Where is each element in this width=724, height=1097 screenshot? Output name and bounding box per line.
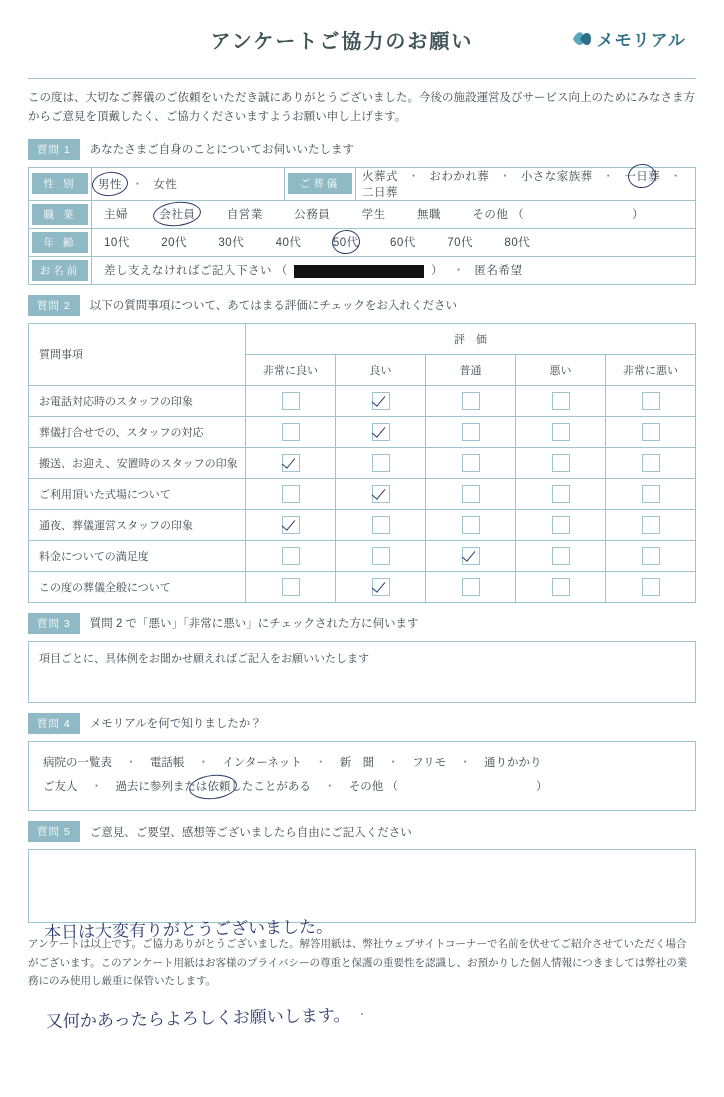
eval-cell[interactable] — [246, 571, 336, 602]
gender-option-female[interactable]: 女性 — [153, 178, 178, 191]
funeral-label-cell — [285, 167, 356, 200]
option-separator: ・ — [125, 756, 137, 769]
option-separator — [134, 237, 158, 249]
question-4-heading — [28, 713, 696, 734]
checkbox[interactable] — [642, 516, 660, 534]
eval-cell[interactable] — [426, 478, 516, 509]
brand-name: メモリアル — [596, 31, 686, 50]
option-separator — [334, 209, 358, 221]
q4-option-furimo[interactable]: フリモ — [412, 756, 447, 769]
name-label: お名前 — [32, 260, 88, 281]
checkbox[interactable] — [552, 578, 570, 596]
checkbox[interactable] — [552, 454, 570, 472]
eval-cell[interactable] — [516, 385, 606, 416]
option-separator: ・ — [197, 756, 210, 769]
q4-option-past-use[interactable]: 過去に参列または依頼したことがある — [115, 775, 311, 799]
option-separator — [267, 209, 291, 221]
gender-options[interactable] — [92, 167, 285, 200]
question-1-text: あなたさまご自身のことについてお伺いいたします — [89, 144, 355, 157]
name-field-suffix: ） — [431, 265, 444, 278]
question-2-heading — [28, 295, 696, 316]
option-separator: ・ — [499, 170, 512, 183]
eval-cell[interactable] — [246, 509, 336, 540]
checkbox-checked[interactable] — [372, 392, 390, 410]
eval-cell[interactable] — [246, 416, 336, 447]
table-row — [29, 540, 696, 571]
table-row — [29, 447, 696, 478]
question-5-text: ご意見、ご要望、感想等ございましたら自由にご記入ください — [89, 826, 412, 839]
job-option-koumuin[interactable]: 公務員 — [294, 209, 331, 222]
option-separator — [191, 237, 215, 249]
checkbox[interactable] — [642, 454, 660, 472]
eval-cell[interactable] — [606, 416, 696, 447]
job-option-shufu[interactable]: 主婦 — [104, 209, 128, 222]
option-separator: ・ — [452, 265, 465, 278]
question-1-badge: 質問 1 — [28, 139, 80, 160]
column-header-good: 良い — [336, 354, 426, 385]
table-row — [29, 509, 696, 540]
column-header-bad: 悪い — [516, 354, 606, 385]
handwritten-line-2: 又何かあったらよろしくお願いします。 — [45, 1005, 351, 1033]
column-header-evaluation: 評 価 — [246, 323, 696, 354]
option-separator — [132, 209, 156, 221]
q4-option-phonebook[interactable]: 電話帳 — [149, 756, 185, 769]
funeral-options[interactable] — [356, 167, 696, 200]
question-4-badge: 質問 4 — [28, 713, 80, 734]
checkbox[interactable] — [282, 578, 300, 596]
eval-cell[interactable] — [246, 385, 336, 416]
job-option-mushoku[interactable]: 無職 — [417, 209, 442, 222]
eval-cell[interactable] — [246, 540, 336, 571]
checkbox[interactable] — [372, 454, 390, 472]
eval-cell[interactable] — [426, 509, 516, 540]
q4-option-hospital-list[interactable]: 病院の一覧表 — [43, 756, 112, 769]
checkbox[interactable] — [462, 392, 480, 410]
eval-cell[interactable] — [606, 509, 696, 540]
eval-item-label: 葬儀打合せでの、スタッフの対応 — [29, 416, 246, 447]
table-row — [29, 416, 696, 447]
eval-item-label: 料金についての満足度 — [29, 540, 246, 571]
eval-cell[interactable] — [606, 385, 696, 416]
checkbox[interactable] — [552, 485, 570, 503]
checkbox[interactable] — [462, 516, 480, 534]
redacted-name-value — [294, 265, 424, 278]
name-field-prefix: 差し支えなければご記入下さい （ — [104, 265, 288, 278]
option-separator: ・ — [90, 781, 103, 794]
name-field-cell[interactable] — [92, 256, 696, 284]
age-option-10[interactable]: 10代 — [104, 237, 130, 250]
eval-item-label: 通夜、葬儀運営スタッフの印象 — [29, 509, 246, 540]
column-header-item: 質問事項 — [29, 323, 246, 385]
handwritten-line-1: 本日は大変有りがとうございました。 — [43, 916, 334, 943]
q4-option-internet[interactable]: インターネット — [222, 756, 302, 769]
age-label: 年 齢 — [32, 232, 88, 253]
question-4-text: メモリアルを何で知りましたか？ — [89, 718, 262, 731]
table-row — [29, 478, 696, 509]
table-row — [29, 571, 696, 602]
checkbox[interactable] — [462, 485, 480, 503]
brand-logo — [571, 26, 686, 51]
checkbox-checked[interactable] — [372, 485, 390, 503]
checkbox[interactable] — [642, 485, 660, 503]
age-option-50[interactable]: 50代 — [333, 234, 359, 250]
question-3-answer-box[interactable]: 項目ごとに、具体例をお聞かせ願えればご記入をお願いいたします — [28, 641, 696, 703]
question-3-heading — [28, 613, 696, 634]
job-option-kaishain[interactable]: 会社員 — [159, 206, 195, 222]
eval-cell[interactable] — [516, 447, 606, 478]
eval-cell[interactable] — [516, 509, 606, 540]
option-separator: ・ — [669, 170, 682, 183]
option-separator — [362, 237, 386, 249]
q4-option-passing-by[interactable]: 通りかかり — [484, 756, 542, 769]
page-title: アンケートご協力のお願い — [210, 30, 474, 53]
evaluation-table — [28, 323, 696, 603]
eval-cell[interactable] — [426, 416, 516, 447]
eval-cell[interactable] — [336, 447, 426, 478]
funeral-label: ご葬儀 — [288, 173, 352, 194]
eval-cell[interactable] — [336, 385, 426, 416]
funeral-option-kazokusou[interactable]: 小さな家族葬 — [520, 170, 593, 183]
checkbox[interactable] — [552, 516, 570, 534]
option-separator — [445, 209, 469, 221]
occupation-options[interactable] — [92, 200, 696, 228]
option-separator: ・ — [314, 756, 327, 769]
memorial-leaf-icon — [571, 28, 593, 50]
checkbox[interactable] — [372, 547, 390, 565]
checkbox-checked[interactable] — [372, 578, 390, 596]
eval-cell[interactable] — [516, 540, 606, 571]
option-separator: ・ — [407, 170, 420, 183]
age-option-30[interactable]: 30代 — [218, 237, 245, 250]
question-3-badge: 質問 3 — [28, 613, 80, 634]
checkbox[interactable] — [462, 423, 480, 441]
table-row-age — [29, 228, 696, 256]
option-separator: ・ — [131, 178, 144, 191]
option-separator — [420, 237, 444, 249]
checkbox[interactable] — [642, 547, 660, 565]
anonymous-option[interactable]: 匿名希望 — [474, 265, 523, 278]
eval-cell[interactable] — [426, 385, 516, 416]
age-option-60[interactable]: 60代 — [390, 237, 416, 250]
q4-option-line-2 — [43, 775, 681, 799]
column-header-average: 普通 — [426, 354, 516, 385]
eval-cell[interactable] — [336, 509, 426, 540]
eval-cell[interactable] — [426, 447, 516, 478]
funeral-option-owakaresou[interactable]: おわかれ葬 — [429, 170, 490, 183]
option-separator — [389, 209, 413, 221]
job-option-jieigyou[interactable]: 自営業 — [226, 209, 263, 222]
gender-label-cell — [29, 167, 92, 200]
occupation-label-cell — [29, 200, 92, 228]
checkbox-checked[interactable] — [372, 423, 390, 441]
eval-item-label: ご利用頂いた式場について — [29, 478, 246, 509]
eval-cell[interactable] — [336, 478, 426, 509]
checkbox[interactable] — [372, 516, 390, 534]
eval-cell[interactable] — [516, 478, 606, 509]
q4-option-other[interactable]: その他 （ ） — [348, 781, 548, 794]
question-5-heading — [28, 821, 696, 842]
eval-item-label: この度の葬儀全般について — [29, 571, 246, 602]
question-5-badge: 質問 5 — [28, 821, 80, 842]
age-option-70[interactable]: 70代 — [447, 237, 474, 250]
q4-option-line-1 — [43, 751, 681, 775]
gender-label: 性 別 — [32, 173, 88, 194]
age-option-80[interactable]: 80代 — [504, 237, 531, 250]
checkbox[interactable] — [642, 392, 660, 410]
eval-cell[interactable] — [606, 571, 696, 602]
checkbox-checked[interactable] — [282, 516, 300, 534]
option-separator: ・ — [324, 781, 336, 794]
table-row-occupation — [29, 200, 696, 228]
option-separator — [477, 237, 501, 249]
checkbox[interactable] — [282, 485, 300, 503]
checkbox[interactable] — [282, 547, 300, 565]
table-row-name — [29, 256, 696, 284]
checkbox[interactable] — [282, 423, 300, 441]
header-divider — [28, 78, 696, 79]
funeral-option-kasoushiki[interactable]: 火葬式 — [362, 170, 398, 183]
eval-cell[interactable] — [336, 540, 426, 571]
option-separator: ・ — [459, 756, 471, 769]
handwritten-comment — [43, 853, 352, 1097]
page-header — [28, 0, 696, 78]
checkbox[interactable] — [642, 423, 660, 441]
page-mark: ・ — [357, 1010, 367, 1022]
eval-cell[interactable] — [426, 571, 516, 602]
job-option-gakusei[interactable]: 学生 — [361, 209, 386, 222]
eval-cell[interactable] — [516, 571, 606, 602]
gender-option-male[interactable]: 男性 — [98, 176, 122, 192]
eval-item-label: 搬送、お迎え、安置時のスタッフの印象 — [29, 447, 246, 478]
table-header-row-1 — [29, 323, 696, 354]
checkbox[interactable] — [642, 578, 660, 596]
question-4-options — [28, 741, 696, 811]
eval-cell[interactable] — [246, 447, 336, 478]
eval-item-label: お電話対応時のスタッフの印象 — [29, 385, 246, 416]
eval-cell[interactable] — [606, 478, 696, 509]
eval-cell[interactable] — [516, 416, 606, 447]
age-option-20[interactable]: 20代 — [161, 237, 187, 250]
age-options[interactable] — [92, 228, 696, 256]
option-separator — [248, 237, 272, 249]
checkbox[interactable] — [552, 547, 570, 565]
eval-cell[interactable] — [336, 416, 426, 447]
intro-paragraph: この度は、大切なご葬儀のご依頼をいただき誠にありがとうございました。今後の施設運営及びサービス向上のためにみなさま方からご意見を頂戴したく、ご協力くださいますようお願い申し上げます。 — [28, 92, 695, 123]
checkbox[interactable] — [462, 578, 480, 596]
column-header-very-good: 非常に良い — [246, 354, 336, 385]
funeral-option-ichinichisou[interactable]: 一日葬 — [624, 168, 660, 184]
checkbox-checked[interactable] — [462, 547, 480, 565]
option-separator — [199, 209, 223, 221]
q4-option-newspaper[interactable]: 新 聞 — [339, 756, 375, 769]
funeral-option-futsukasou[interactable]: 二日葬 — [362, 186, 398, 199]
respondent-profile-table — [28, 167, 696, 285]
table-row-gender — [29, 167, 696, 200]
column-header-very-bad: 非常に悪い — [606, 354, 696, 385]
question-2-badge: 質問 2 — [28, 295, 80, 316]
checkbox-checked[interactable] — [282, 454, 300, 472]
question-2-text: 以下の質問事項について、あてはまる評価にチェックをお入れください — [89, 300, 457, 313]
eval-cell[interactable] — [336, 571, 426, 602]
option-separator: ・ — [387, 756, 399, 769]
age-label-cell — [29, 228, 92, 256]
eval-cell[interactable] — [606, 540, 696, 571]
table-row — [29, 385, 696, 416]
question-3-text: 質問 2 で「悪い」「非常に悪い」にチェックされた方に伺います — [89, 618, 419, 631]
checkbox[interactable] — [552, 392, 570, 410]
checkbox[interactable] — [282, 392, 300, 410]
checkbox[interactable] — [462, 454, 480, 472]
option-separator: ・ — [602, 170, 615, 183]
q4-option-friend[interactable]: ご友人 — [43, 781, 78, 794]
footer-note: アンケートは以上です。ご協力ありがとうございました。解答用紙は、弊社ウェブサイトコーナーで名前を伏せてご紹介させていただく場合がございます。このアンケート用紙はお客様のプライバシーの尊重と保護の重要性を認識し、お預かりした個人情報につきましては弊社の業務にのみ使用し厳重に保管いたします。 — [28, 938, 688, 987]
eval-cell[interactable] — [426, 540, 516, 571]
job-option-other[interactable]: その他 （ ） — [472, 209, 645, 222]
question-1-heading — [28, 139, 696, 160]
option-separator — [305, 237, 329, 249]
eval-cell[interactable] — [606, 447, 696, 478]
checkbox[interactable] — [552, 423, 570, 441]
name-label-cell — [29, 256, 92, 284]
eval-cell[interactable] — [246, 478, 336, 509]
age-option-40[interactable]: 40代 — [275, 237, 302, 250]
occupation-label: 職 業 — [32, 204, 88, 225]
